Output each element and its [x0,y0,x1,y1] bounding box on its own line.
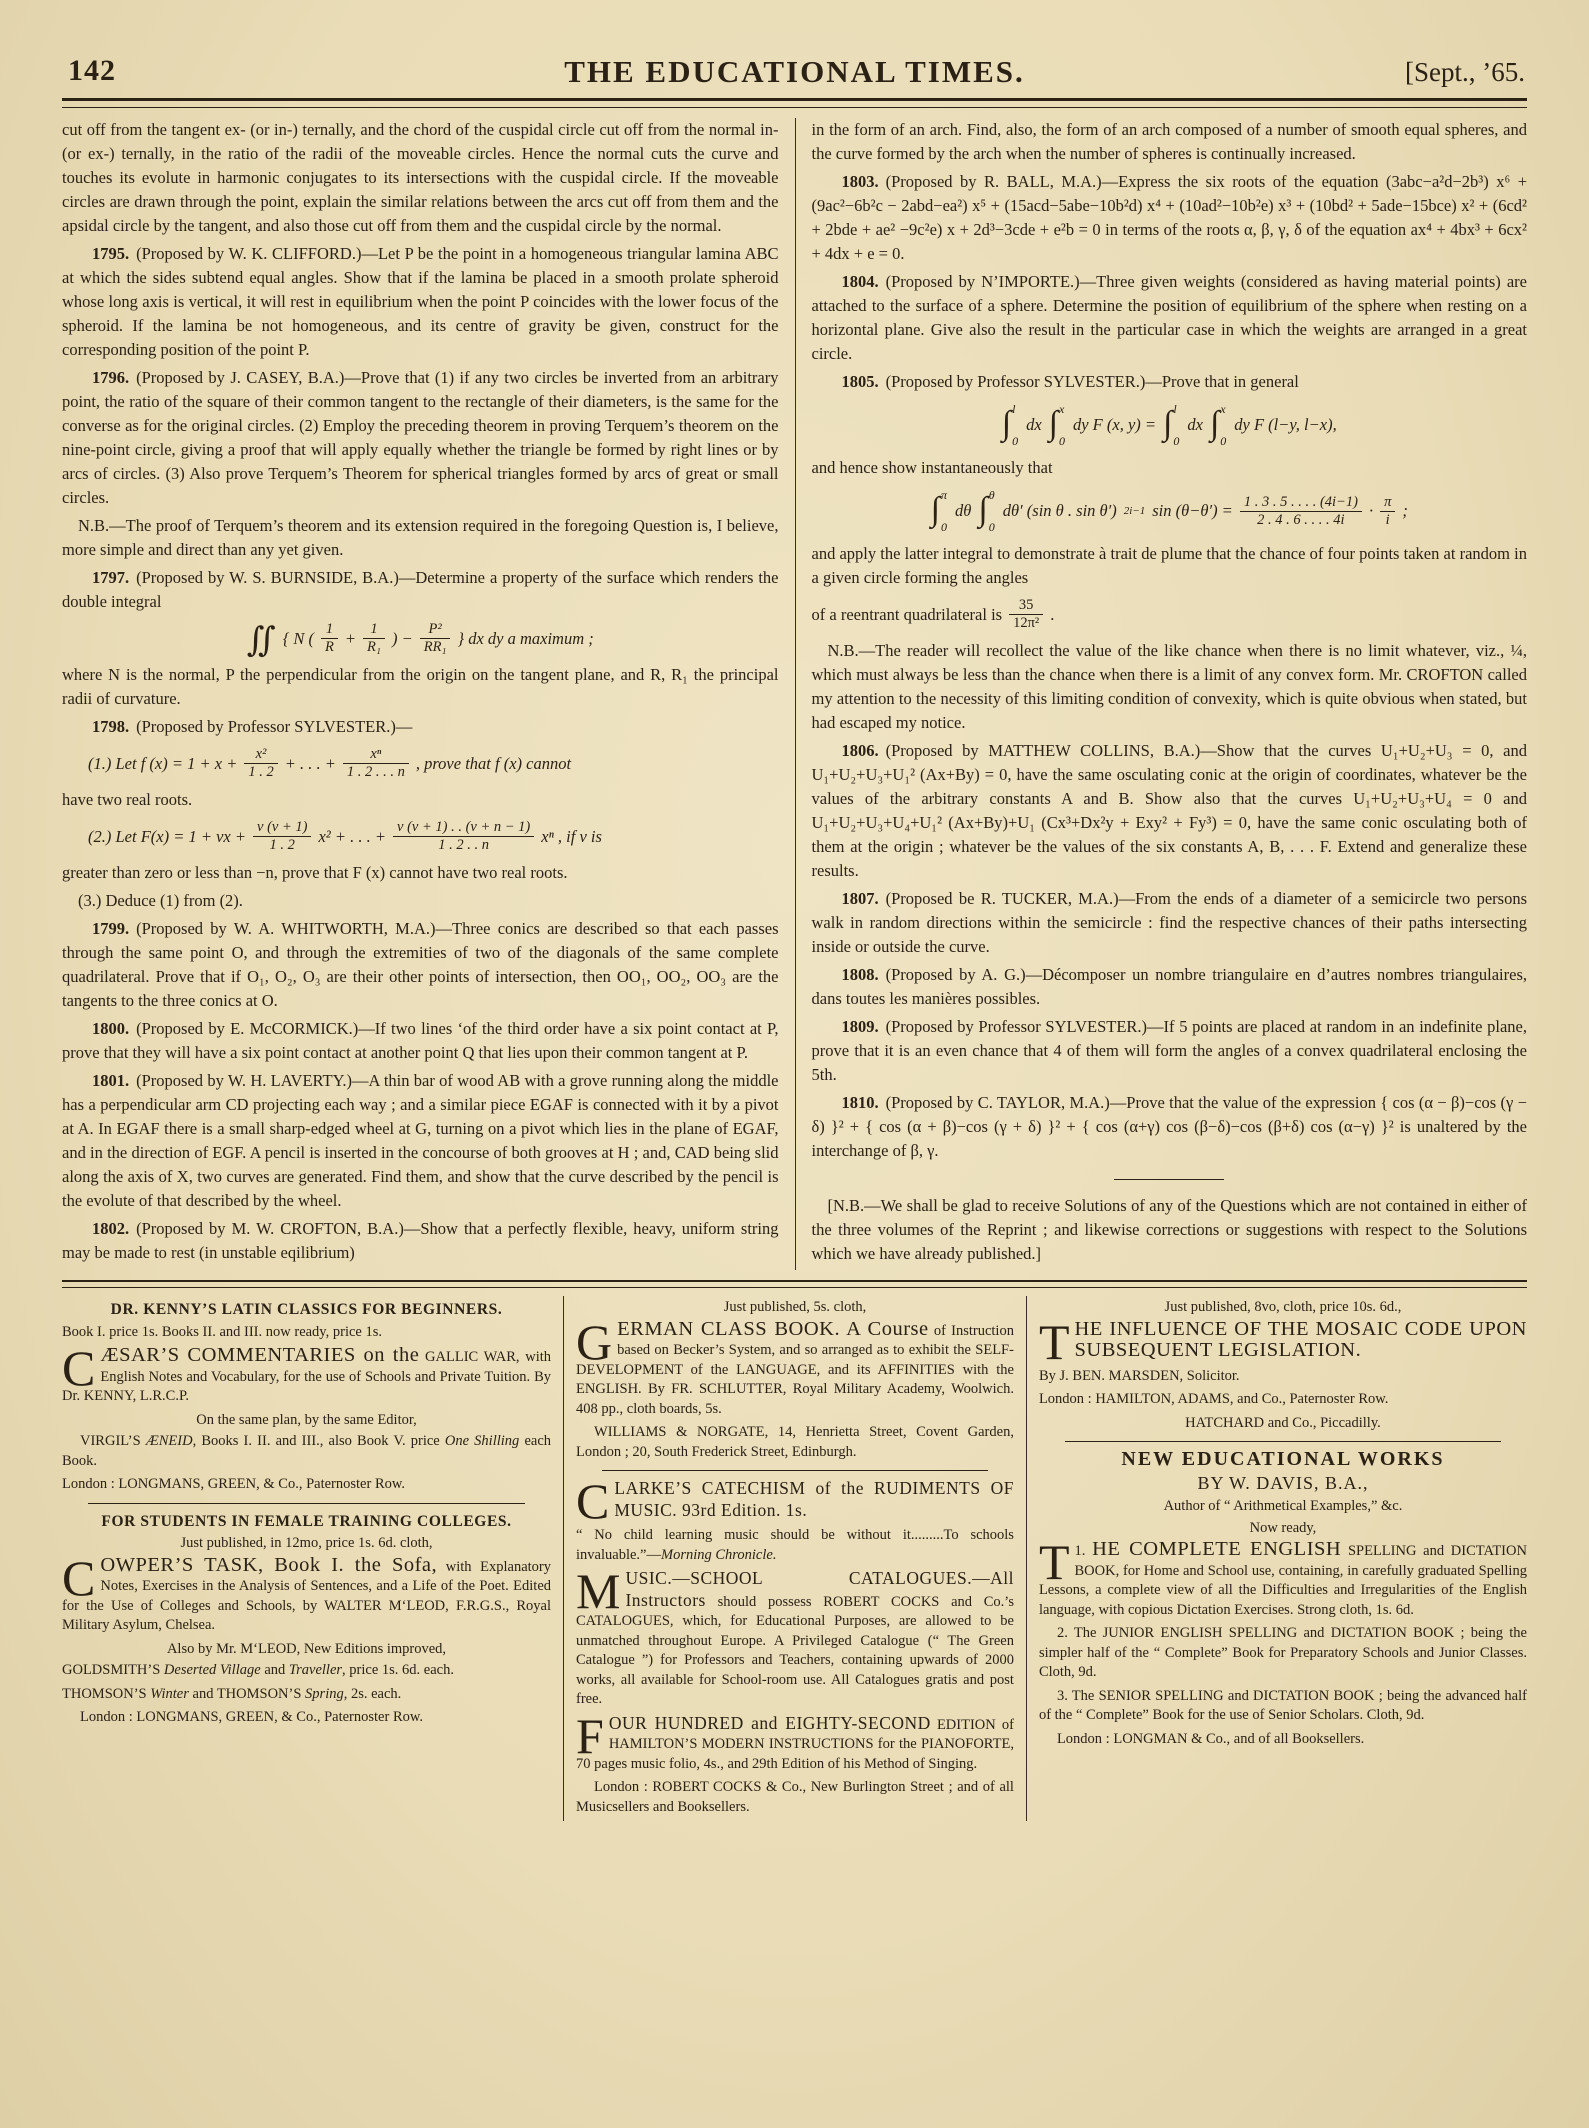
ad-german: GERMAN CLASS BOOK. A Course of Instruction based on Becker’s System, and so arranged as to exhibit the SELF-DEVELOPMENT of the LANGUAGE, and its AFFINITIES with the ENGLISH. By FR. SCHLUTTER, Royal Military Academy, Woolwich. 408 pp., cloth boards, 5s. [576,1313,1014,1417]
dropcap-c: C [576,1473,610,1529]
dropcap-f: F [576,1707,604,1764]
integral-sign: ∫ l 0 [1163,402,1180,448]
fraction: $\frac{\text{xⁿ}}{1 . 2 . . . n}$ [343,746,409,781]
fraction: $\frac{35}{\text{12π²}}$ [1009,597,1043,632]
problem-number: 1808. [841,965,879,984]
problem-number: 1795. [92,244,130,263]
fraction: $\frac{1}{\text{R₁}}$ [363,621,385,656]
fraction: $\frac{\nu (\nu + 1) . . (\nu + n - 1)}{1 . 2 . . n}$ [393,819,534,854]
ad-complete-english: 1. T HE COMPLETE ENGLISH SPELLING and DICTATION BOOK, for Home and School use, containing, in carefully graduated Spelling Lessons, a complete view of all the Difficulties and Irregularities of the English language, with copious Dictation Exercises. Strong cloth, 1s. 6d. [1038,1534,1527,1618]
formula-1805-2: ∫ π 0 dθ ∫ θ 0 dθ′ (sin θ . sin θ′) 2i−1 sin (θ−θ′) = $\frac{1 . 3 . 5 . . . . (4i-1)}{2 . 4 . 6 . . . . 4i}$ · $\frac{\pi}{i}$ ; [930,488,1408,534]
note-1805: N.B.—The reader will recollect the value of the like chance when there is no limit whatever, viz., ¼, which must always be less than the chance when there is a limit of any convex form. Mr. CROFTON called my attention to the necessity of this limiting condition of convexity, which is quite obvious when stated, but had escaped my notice. [811,641,1527,732]
fraction: $\frac{1 . 3 . 5 . . . . (4i-1)}{2 . 4 . 6 . . . . 4i}$ [1240,494,1362,529]
formula-1798-2: (2.) Let F(x) = 1 + νx + $\frac{\nu (\nu + 1)}{1 . 2}$ x² + . . . + $\frac{\nu (\nu + 1) . . (\nu + n - 1)}{1 . 2 . . n}$ xⁿ , if ν is [88,819,602,853]
integral-sign: ∫ θ 0 [978,488,995,534]
double-integral-sign: ∬ [246,621,276,659]
problem-1805: 1805. (Proposed by Professor SYLVESTER.)—Prove that in general [841,372,1299,391]
problem-1795: 1795. (Proposed by W. K. CLIFFORD.)—Let P be the point in a homogeneous triangular lamina ABC at which the sides subtend equal angles. Show that if the lamina be placed in a smooth prolate spheroid whose long axis is vertical, it will rest in equilibrium when the point P coincides with the lower focus of the spheroid. If the lamina be not homogeneous, and its centre of gravity be given, construct for the corresponding position of the point P. [62,244,779,359]
dropcap-g: G [576,1313,613,1370]
page-header [62,34,1527,92]
ad-london-longman: London : LONGMAN & Co., and of all Booksellers. [1056,1730,1365,1747]
ad-london-1: London : LONGMANS, GREEN, & Co., Paternoster Row. [62,1476,406,1492]
ad-column-1 [62,1296,563,1821]
ad-thomson: THOMSON’S Winter and THOMSON’S Spring, 2s. each. [62,1685,402,1702]
problem-number: 1807. [841,889,879,908]
ad-clarke: CLARKE’S CATECHISM of the RUDIMENTS OF MUSIC. 93rd Edition. 1s. [576,1473,1014,1529]
fraction: $\frac{\text{P²}}{\text{RR₁}}$ [420,621,451,656]
problem-number: 1796. [92,368,130,387]
problem-number: 1809. [841,1017,879,1036]
inline-1805: of a reentrant quadrilateral is $\frac{35}{\text{12π²}}$ . [811,597,1055,631]
right-column [795,118,1528,1270]
ad-davis-byline: BY W. DAVIS, B.A., [1197,1472,1369,1493]
dropcap-c: C [62,1549,96,1606]
left-intro-paragraph: cut off from the tangent ex- (or in-) ternally, and the chord of the cuspidal circle cut off from the normal in- (or ex-) ternally, in the ratio of the radii of the moveable circles. Hence the normal cuts the curve and touches its evolute in harmonic conjugates to its intersections with the cuspidal circle. If the moveable circles are drawn through the point, explain the similar relations between the arcs cut off from them and the apsidal circle by the tangent, and also those cut off from them and the cuspidal circle by the normal. [62,120,779,235]
ad-caesar: CÆSAR’S COMMENTARIES on the GALLIC WAR, with English Notes and Vocabulary, for the use of Schools and Private Tuition. By Dr. KENNY, L.R.C.P. [62,1340,552,1404]
ad-justpub-cowper: Just published, in 12mo, price 1s. 6d. cloth, [180,1535,433,1551]
problem-1803: 1803. (Proposed by R. BALL, M.A.)—Express the six roots of the equation (3abc−a²d−2b³) x⁶ + (9ac²−6b²c − 2abd−ea²) x⁵ + (15acd−5abe−10b²d) x⁴ + (10ad²−10b²e) x³ + (10bd² + 5ade−15bce) x² + (6cd² + 2bde + ae² −9c²e) x + 2d³−3cde + e²b = 0 in terms of the roots α, β, γ, δ of the equation ax⁴ + 4bx³ + 6cx² + 4dx + e = 0. [811,172,1527,263]
page-title: THE EDUCATIONAL TIMES. [564,54,1025,89]
problem-1808: 1808. (Proposed by A. G.)—Décomposer un nombre triangulaire en d’autres nombres triangulaires, dans toutes les manières possibles. [811,965,1527,1008]
fraction: $\frac{\nu (\nu + 1)}{1 . 2}$ [253,819,311,854]
ad-virgil: VIRGIL’S ÆNEID, Books I. II. and III., also Book V. price One Shilling each Book. [62,1433,552,1469]
ad-fourhundred: FOUR HUNDRED and EIGHTY-SECOND EDITION of HAMILTON’S MODERN INSTRUCTIONS for the PIANOFORTE, 70 pages music folio, 4s., and 29th Edition of his Method of Singing. [576,1707,1014,1772]
left-column [62,118,795,1270]
ad-hatchard: HATCHARD and Co., Piccadilly. [1185,1414,1381,1431]
dropcap-c: C [62,1340,96,1396]
problem-number: 1803. [841,172,879,191]
ad-sameplan: On the same plan, by the same Editor, [196,1411,417,1428]
ad-williams: WILLIAMS & NORGATE, 14, Henrietta Street, Covent Garden, London ; 20, South Frederick Street, Edinburgh. [576,1424,1014,1460]
ad-alsoby: Also by Mr. M‘LEOD, New Editions improved, [166,1640,447,1657]
integral-sign: ∫ π 0 [930,488,948,534]
fraction: $\frac{\text{x²}}{1 . 2}$ [244,746,277,781]
problem-1802: 1802. (Proposed by M. W. CROFTON, B.A.)—Show that a perfectly flexible, heavy, uniform string may be made to rest (in unstable eqilibrium) [62,1219,779,1262]
problem-1807: 1807. (Proposed be R. TUCKER, M.A.)—From the ends of a diameter of a semicircle two persons walk in random directions within the semicircle : find the respective chances of their paths intersecting inside or outside the curve. [811,889,1527,956]
exponent: 2i−1 [1123,505,1146,517]
section-divider-rule [1114,1179,1224,1180]
ad-nowready: Now ready, [1249,1519,1317,1536]
problem-1801: 1801. (Proposed by W. H. LAVERTY.)—A thin bar of wood AB with a grove running along the middle has a perpendicular arm CD projecting each way ; and a similar piece EGAF is connected with it by a pivot at A. In EGAF there is a small sharp-edged wheel at G, turning on a pivot which lies in the plane of EGAF, and in the direction of EGF. A pencil is inserted in the concourse of both grooves at H ; and, CAD being slid along the axis of X, two curves are generated. Find them, and show that the curve described by the pencil is the evolute of that described by the wheel. [62,1071,779,1210]
ad-mosaic: THE INFLUENCE OF THE MOSAIC CODE UPON SUBSEQUENT LEGISLATION. [1038,1313,1527,1370]
formula-1798-2-cont: greater than zero or less than −n, prove that F (x) cannot have two real roots. [62,863,568,882]
problem-1804: 1804. (Proposed by N’IMPORTE.)—Three given weights (considered as having material points) are attached to the surface of a sphere. Determine the position of equilibrium of the sphere when resting on a horizontal plane. Give also the result in the particular case in which the weights are arranged in a great circle. [811,272,1527,363]
problem-number: 1798. [92,717,130,736]
ad-author-line: Author of “ Arithmetical Examples,” &c. [1163,1498,1403,1514]
ad-junior-spelling: 2. The JUNIOR ENGLISH SPELLING and DICTATION BOOK ; being the simpler half of the “ Complete” Book for Preparatory Schools and Junior Classes. Cloth, 9d. [1038,1625,1527,1680]
problem-1796: 1796. (Proposed by J. CASEY, B.A.)—Prove that (1) if any two circles be inverted from an arbitrary point, the ratio of the square of their common tangent to the rectangle of their diameters, is the same for the converse as for the original circles. (2) Employ the preceding theorem in proving Terquem’s theorem on the nine-point circle, giving a proof that will apply equally whether the triangle be formed by right lines or by arcs of circles. (3) Also prove Terquem’s Theorem for spherical triangles formed by arcs of great or small circles. [62,368,779,507]
after-1797: where N is the normal, P the perpendicular from the origin on the tangent plane, and R, R₁ the principal radii of curvature. [62,665,779,708]
ads-double-rule [62,1280,1527,1288]
ad-justpub-german: Just published, 5s. cloth, [723,1299,867,1315]
formula-1797: ∬ { N ( $\frac{1}{R}$ + $\frac{1}{\text{R₁}}$ ) − $\frac{\text{P²}}{\text{RR₁}}$ } dx dy a maximum ; [246,621,594,659]
ad-heading-kenny: DR. KENNY’S LATIN CLASSICS FOR BEGINNERS. [110,1301,503,1318]
problem-number: 1801. [92,1071,130,1090]
mid-1805: and hence show instantaneously that [811,458,1053,477]
problem-number: 1802. [92,1219,130,1238]
problem-1806: 1806. (Proposed by MATTHEW COLLINS, B.A.)—Show that the curves U₁+U₂+U₃ = 0, and U₁+U₂+U₃+U₁² (Ax+By) = 0, have the same osculating conic at the origin of coordinates, whatever be the values of the arbitrary constants A and B. Show also that the curves U₁+U₂+U₃+U₄ = 0 and U₁+U₂+U₃+U₄+U₁² (Ax+By)+U₁ (Cx³+Dx²y + Exy² + Fy³) = 0, have the same conic osculating both of them at the origin ; whatever be the values of the six constants A, B, . . . F. Extend and generalize these results. [811,741,1527,880]
ad-goldsmith: GOLDSMITH’S Deserted Village and Traveller, price 1s. 6d. each. [62,1662,454,1678]
problem-1800: 1800. (Proposed by E. McCORMICK.)—If two lines ‘of the third order have a six point contact at P, prove that they will have a six point contact at another point Q that lies upon their common tangent at P. [62,1019,779,1062]
problem-number: 1810. [841,1093,879,1112]
fraction: $\frac{1}{R}$ [321,621,338,656]
editor-note: [N.B.—We shall be glad to receive Solutions of any of the Questions which are not contained in either of the three volumes of the Reprint ; and likewise corrections or suggestions with respect to the Solutions which we have already published.] [811,1196,1527,1263]
problem-1799: 1799. (Proposed by W. A. WHITWORTH, M.A.)—Three conics are described so that each passes through the same point O, and through the extremities of two of the diagonals of the same complete quadrilateral. Prove that if O₁, O₂, O₃ are their other points of intersection, then OO₁, OO₂, OO₃ are the tangents to the three conics at O. [62,919,779,1010]
ad-music: MUSIC.—SCHOOL CATALOGUES.—All Instructors should possess ROBERT COCKS and Co.’s CATALOGUES, which, for Educational Purposes, are allowed to be unmatched throughout Europe. A Privileged Catalogue (“ The Green Catalogue ”) for Professors and Teachers, containing upwards of 2000 works, all available for School-room use. All Catalogues gratis and post free. [576,1563,1014,1707]
problem-number: 1805. [841,372,879,391]
quote-source: Morning Chronicle. [660,1546,777,1563]
integral-sign: ∫ l 0 [1001,402,1019,448]
header-double-rule [62,98,1527,108]
dropcap-t: T [1038,1313,1070,1370]
ad-divider-rule [602,1470,988,1471]
right-intro-paragraph: in the form of an arch. Find, also, the form of an arch composed of a number of smooth equal spheres, and the curve formed by the arch when the number of spheres is continually increased. [811,120,1527,163]
problem-1809: 1809. (Proposed by Professor SYLVESTER.)—If 5 points are placed at random in an indefinite plane, prove that it is an even chance that 4 of them will form the angles of a convex quadrilateral enclosing the 5th. [811,1017,1527,1084]
problem-1798: 1798. (Proposed by Professor SYLVESTER.)— [92,717,413,736]
problem-number: 1797. [92,568,130,587]
ad-cowper: COWPER’S TASK, Book I. the Sofa, with Explanatory Notes, Exercises in the Analysis of Sentences, and a Life of the Poet. Edited for the Use of Colleges and Schools, by WALTER M‘LEOD, F.R.G.S., Royal Military Asylum, Chelsea. [62,1549,552,1633]
integral-sign: ∫ x 0 [1048,402,1065,448]
formula-1798-3: (3.) Deduce (1) from (2). [78,891,243,910]
ad-mosaic-by: By J. BEN. MARSDEN, Solicitor. [1038,1367,1240,1384]
formula-1798-1-cont: have two real roots. [62,790,193,809]
ad-column-3 [1026,1296,1527,1821]
ad-prices-line: Book I. price 1s. Books II. and III. now ready, price 1s. [62,1323,382,1340]
formula-1805-1: ∫ l 0 dx ∫ x 0 dy F (x, y) = ∫ l 0 dx ∫ x 0 dy F (l−y, l−x), [1001,402,1337,448]
problem-number: 1804. [841,272,879,291]
ad-london-cocks: London : ROBERT COCKS & Co., New Burlington Street ; and of all Musicsellers and Booksellers. [576,1779,1014,1815]
ad-heading-female-colleges: FOR STUDENTS IN FEMALE TRAINING COLLEGES. [101,1512,512,1530]
after-1805: and apply the latter integral to demonstrate à trait de plume that the chance of four points taken at random in a given circle forming the angles [811,544,1527,587]
page-date: [Sept., ’65. [1405,57,1525,87]
note-1796: N.B.—The proof of Terquem’s theorem and its extension required in the foregoing Question is, I believe, more simple and direct than any yet given. [62,516,779,559]
dropcap-t: T [1038,1534,1070,1590]
ad-justpub-mosaic: Just published, 8vo, cloth, price 10s. 6d., [1164,1299,1402,1315]
fraction: $\frac{\pi}{i}$ [1380,494,1395,529]
page-number: 142 [68,54,116,87]
ad-london-hamilton: London : HAMILTON, ADAMS, and Co., Paternoster Row. [1038,1391,1389,1407]
problem-1797: 1797. (Proposed by W. S. BURNSIDE, B.A.)—Determine a property of the surface which renders the double integral [62,568,779,611]
main-columns [62,118,1527,1270]
ad-column-2 [563,1296,1026,1821]
formula-1798-1: (1.) Let f (x) = 1 + x + $\frac{\text{x²}}{1 . 2}$ + . . . + $\frac{\text{xⁿ}}{1 . 2 . . . n}$ , prove that f (x) cannot [88,746,572,780]
ad-divider-rule [1065,1441,1501,1442]
ad-london-2: London : LONGMANS, GREEN, & Co., Paternoster Row. [80,1709,424,1725]
problem-number: 1806. [841,741,879,760]
problem-number: 1799. [92,919,130,938]
ad-senior-spelling: 3. The SENIOR SPELLING and DICTATION BOOK ; being the advanced half of the “ Complete” Book for the use of Senior Scholars. Cloth, 9d. [1038,1687,1527,1723]
ad-clarke-quote: “ No child learning music should be without it.........To schools invaluable.”—Morning Chronicle. [576,1527,1014,1563]
ad-divider-rule [88,1503,525,1504]
advertisements [62,1296,1527,1821]
ad-heading-new-works: NEW EDUCATIONAL WORKS [1121,1448,1445,1470]
dropcap-m: M [576,1563,621,1619]
integral-sign: ∫ x 0 [1209,402,1227,448]
problem-number: 1800. [92,1019,130,1038]
problem-1810: 1810. (Proposed by C. TAYLOR, M.A.)—Prove that the value of the expression { cos (α − β)−cos (γ − δ) }² + { cos (α + β)−cos (γ + δ) }² + { cos (α+γ) cos (β−δ)−cos (β+δ) cos (α−γ) }² is unaltered by the interchange of β, γ. [811,1093,1527,1160]
